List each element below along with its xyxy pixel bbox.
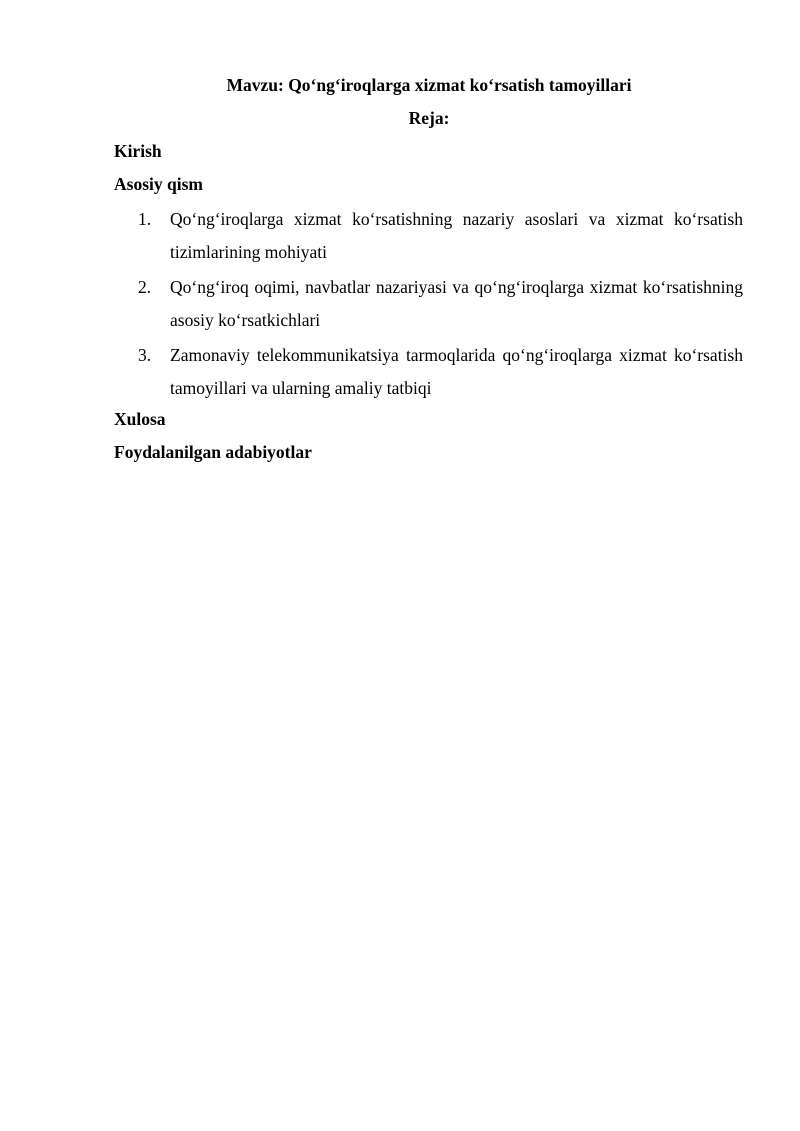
- section-intro: Kirish: [114, 141, 162, 161]
- plan-list: [114, 203, 743, 405]
- section-references: Foydalanilgan adabiyotlar: [114, 442, 312, 462]
- section-main: Asosiy qism: [114, 174, 203, 194]
- plan-heading: Reja:: [408, 108, 450, 128]
- list-item: [114, 271, 743, 337]
- list-item-text: Zamonaviy telekommunikatsiya tarmoqlarida qo‘ng‘iroqlarga xizmat ko‘rsatish tamoyillari va ularning amaliy tatbiqi: [170, 345, 743, 398]
- list-item: [114, 339, 743, 405]
- section-conclusion: Xulosa: [114, 409, 166, 429]
- list-item-text: Qo‘ng‘iroqlarga xizmat ko‘rsatishning nazariy asoslari va xizmat ko‘rsatish tizimlarining mohiyati: [170, 209, 743, 262]
- list-item-number: 3.: [138, 345, 152, 365]
- list-item-number: 1.: [138, 209, 152, 229]
- list-item-number: 2.: [138, 277, 152, 297]
- page-title: Mavzu: Qo‘ng‘iroqlarga xizmat ko‘rsatish tamoyillari: [226, 75, 632, 95]
- list-item: [114, 203, 743, 269]
- list-item-text: Qo‘ng‘iroq oqimi, navbatlar nazariyasi va qo‘ng‘iroqlarga xizmat ko‘rsatishning asosiy ko‘rsatkichlari: [170, 277, 743, 330]
